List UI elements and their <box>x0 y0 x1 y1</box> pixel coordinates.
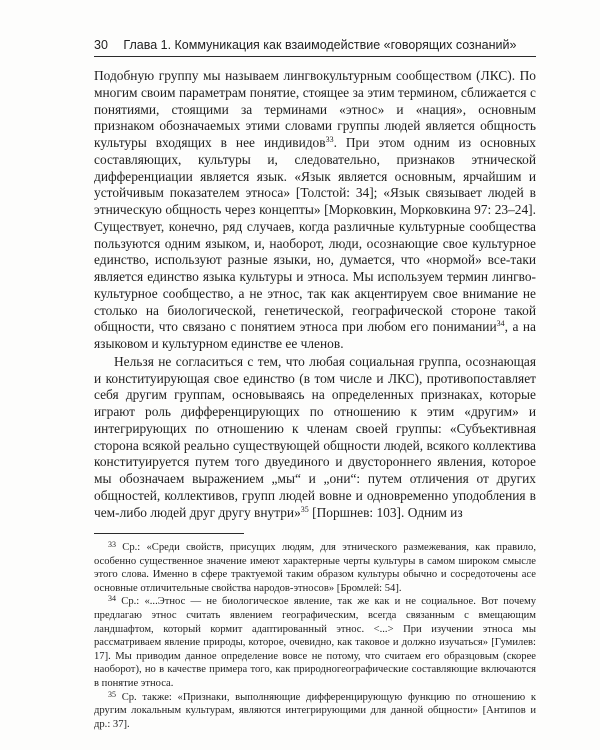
paragraph-1-text-b: . При этом одним из основных составляющих, культуры и, следовательно, признаков этнической дифференциации является язык. «Язык является основным, ярчайшим и устойчивым показателем этноса» [Толстой: 34]; «Язык связывает людей в этническую общность через концепты» [Морковкин, Морковкина 97: 23–24]. Существует, конечно, ряд случаев, когда различные культурные сообщества пользуются одним языком, и, наоборот, люди, осознающие свое культурное единство, используют разные языки, но, думается, что «нормой» все-таки является единство языка культуры и этноса. Мы используем термин лингвокультурное сообщество, а не этнос, так как акцентируем свое внимание не столько на биологической, генетической, географической стороне такой общности, что связано с понятием этноса при любом его понимании <box>94 135 536 335</box>
footnote-35 <box>94 691 536 732</box>
footnote-divider <box>94 533 244 534</box>
paragraph-2-text-b: [Поршнев: 103]. Одним из <box>308 504 463 520</box>
running-title: Глава 1. Коммуникация как взаимодействие «говорящих сознаний» <box>123 38 517 52</box>
paragraph-1-text-c: , а на языковом и культурном единстве ее членов. <box>94 319 536 351</box>
footnote-ref-33: 33 <box>325 135 334 144</box>
paragraph-2-text-a: Нельзя не согласиться с тем, что любая социальная группа, осознающая и конституирующая свое единство (в том числе и ЛКС), противопоставляет себя другим группам, основываясь на определенных признаках, которые играют роль дифференцирующих по отношению к этим «другим» и интегрирующих по отношению к членам своей группы: «Субъективная сторона всякой реально существующей общности людей, всякого коллектива конституируется путем того двуединого и двустороннего явления, которое мы обозначаем выражением „мы“ и „они“: путем отличения от других общностей, коллективов, групп людей вовне и одновременно уподобления в чем-либо людей друг другу внутри» <box>94 353 536 520</box>
footnote-text: Ср. также: «Признаки, выполняющие дифференцирующую функцию по отношению к другим локальным культурам, являются интегрирующими для данной общности» [Антипов и др.: 37]. <box>94 691 536 730</box>
footnote-text: Ср.: «Среди свойств, присущих людям, для этнического размежевания, как правило, особенно существенное значение имеют характерные черты культуры в самом широком смысле этого слова. Именно в сфере трактуемой таким образом культуры обычно и сосредоточены асе основные отличительные свойства народов-этносов» [Бромлей: 54]. <box>94 542 536 594</box>
body-text <box>94 68 536 521</box>
footnote-text: Ср.: «...Этнос — не биологическое явление, так же как и не социальное. Вот почему предлагаю этнос считать явлением географическим, всегда связанным с вмещающим ландшафтом, который кормит адаптированный этнос. <...> При изучении этноса мы рассматриваем явление природы, которое, очевидно, как таковое и должно изучаться» [Гумилев: 17]. Мы приводим данное определение вовсе не потому, что считаем его образцовым (скорее наоборот), но в качестве примера того, как природногеографические составляющие включаются в понятие этноса. <box>94 596 536 689</box>
footnote-number: 35 <box>108 689 116 699</box>
paragraph-1-text-a: Подобную группу мы называем лингвокультурным сообществом (ЛКС). По многим своим параметрам понятие, стоящее за этим термином, сближается с понятиями, стоящими за терминами «этнос» и «нация», основным признаком обозначаемых этими словами группы людей является общность культуры входящих в нее индивидов <box>94 68 536 150</box>
footnote-ref-35: 35 <box>300 504 309 514</box>
page-number: 30 <box>94 38 108 52</box>
paragraph-1 <box>94 68 536 353</box>
paragraph-2 <box>94 354 536 522</box>
footnotes <box>94 541 536 731</box>
footnote-number: 34 <box>108 594 116 604</box>
footnote-34 <box>94 595 536 690</box>
running-header <box>94 36 536 57</box>
footnote-33 <box>94 541 536 595</box>
footnote-number: 33 <box>108 540 116 549</box>
footnote-ref-34: 34 <box>496 319 505 329</box>
